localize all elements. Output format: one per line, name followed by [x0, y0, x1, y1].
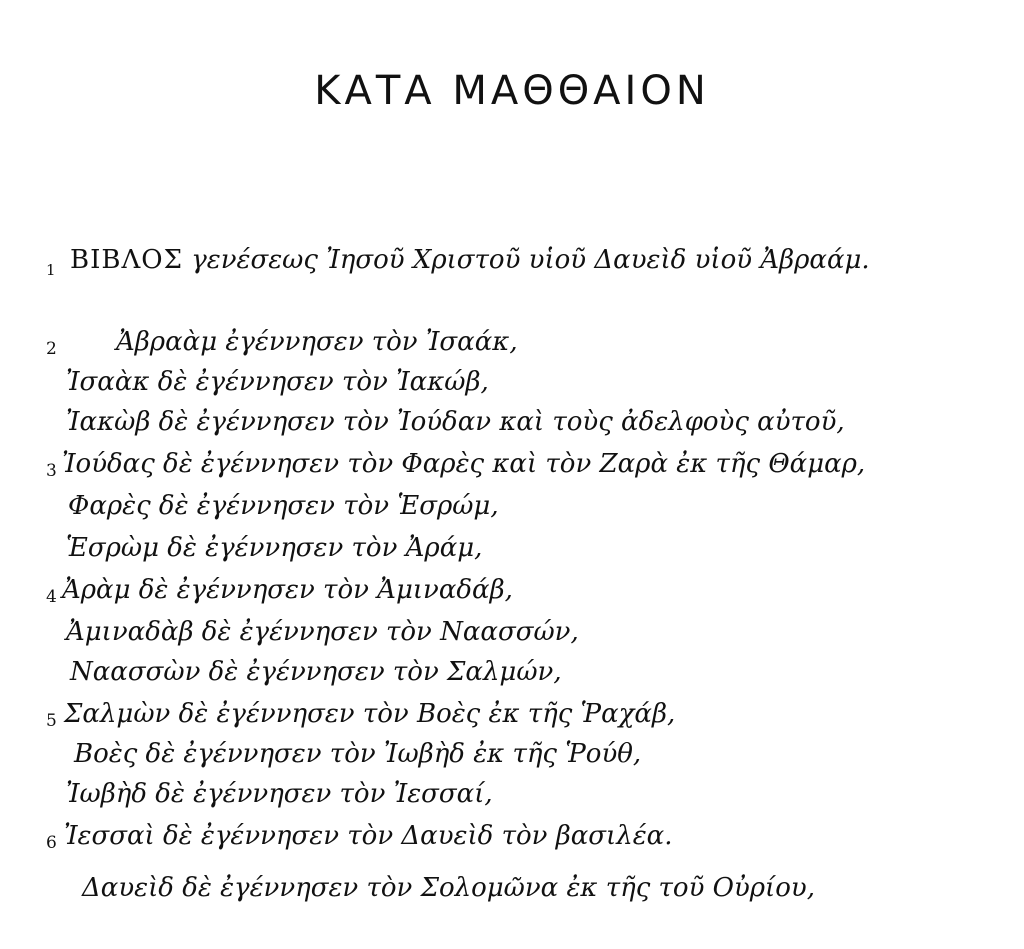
line-text: Ἰακὼβ δὲ ἐγέννησεν τὸν Ἰούδαν καὶ τοὺς ἀδελφοὺς αὐτοῦ,: [66, 407, 845, 437]
line-text: Ἰεσσαὶ δὲ ἐγέννησεν τὸν Δαυεὶδ τὸν βασιλέα.: [64, 821, 673, 851]
line-text: Ἰούδας δὲ ἐγέννησεν τὸν Φαρὲς καὶ τὸν Ζαρὰ ἐκ τῆς Θάμαρ,: [62, 449, 866, 479]
line-text: Ἀμιναδὰβ δὲ ἐγέννησεν τὸν Ναασσών,: [66, 617, 579, 647]
line-text: Σαλμὼν δὲ ἐγέννησεν τὸν Βοὲς ἐκ τῆς Ῥαχάβ,: [64, 699, 676, 729]
verse-number: 1: [46, 261, 56, 279]
verse-number: 6: [46, 833, 57, 853]
line-text: Βοὲς δὲ ἐγέννησεν τὸν Ἰωβὴδ ἐκ τῆς Ῥούθ,: [74, 739, 642, 769]
line-text: Ἀρὰμ δὲ ἐγέννησεν τὸν Ἀμιναδάβ,: [62, 575, 513, 605]
line-text: Δαυεὶδ δὲ ἐγέννησεν τὸν Σολομῶνα ἐκ τῆς τοῦ Οὐρίου,: [82, 873, 815, 903]
verse-number: 2: [46, 339, 57, 359]
book-title: ΚΑΤΑ ΜΑΘΘΑΙΟΝ: [314, 68, 710, 114]
verse-number: 3: [46, 461, 57, 481]
line-text: Ναασσὼν δὲ ἐγέννησεν τὸν Σαλμών,: [70, 657, 562, 687]
line-text: Ἰωβὴδ δὲ ἐγέννησεν τὸν Ἰεσσαί,: [66, 779, 493, 809]
opening-text: [70, 244, 870, 276]
line-text: Ἀβραὰμ ἐγέννησεν τὸν Ἰσαάκ,: [116, 327, 518, 357]
opening-caps: ΒΙΒΛΟΣ: [70, 245, 183, 275]
line-text: Ἑσρὼμ δὲ ἐγέννησεν τὸν Ἀράμ,: [66, 533, 483, 563]
verse-number: 4: [46, 587, 57, 607]
verse-number: 5: [46, 711, 57, 731]
line-text: Ἰσαὰκ δὲ ἐγέννησεν τὸν Ἰακώβ,: [66, 367, 489, 397]
line-text: Φαρὲς δὲ ἐγέννησεν τὸν Ἑσρώμ,: [68, 491, 499, 521]
opening-rest: γενέσεως Ἰησοῦ Χριστοῦ υἱοῦ Δαυεὶδ υἱοῦ Ἀβραάμ.: [182, 245, 870, 275]
